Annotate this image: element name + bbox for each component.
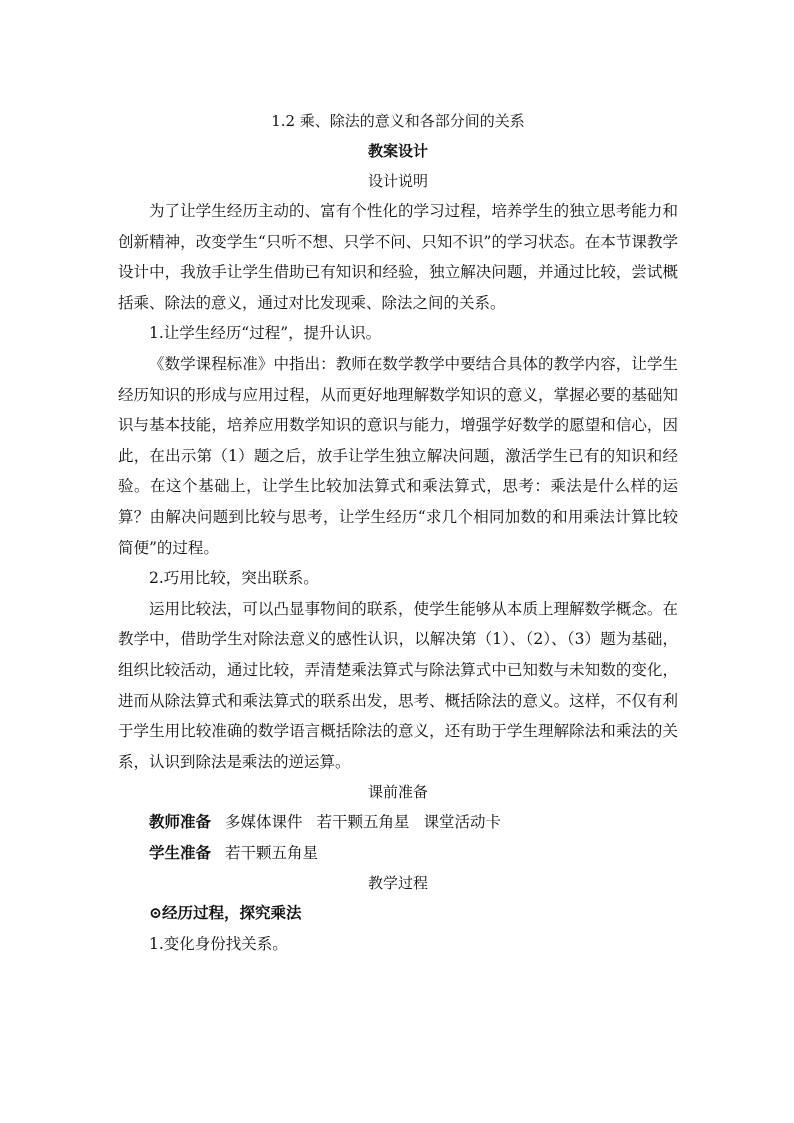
process-heading: 教学过程: [367, 874, 428, 893]
point2-heading: 2.巧用比较，突出联系。: [149, 569, 319, 588]
design-heading: 设计说明: [367, 172, 428, 190]
point1-paragraph: 《数学课程标准》中指出：教师在数学教学中要结合具体的教学内容，让学生经历知识的形成与应用过程，从而更好地理解数学知识的意义，掌握必要的基础知识与基本技能，培养应用数学知识的意识与能力，增强学好数学的愿望和信心，因此，在出示第（1）题之后，放手让学生独立解决问题，激活学生已有的知识和经验。在这个基础上，让学生比较加法算式和乘法算式，思考：乘法是什么样的运算？由解决问题到比较与思考，让学生经历“求几个相同加数的和用乘法计算比较简便”的过程。: [118, 354, 678, 557]
prep-heading: 课前准备: [367, 783, 428, 802]
document-content: [118, 106, 678, 960]
teacher-prep-item: 若干颗五角星: [316, 813, 410, 832]
document-title: 1.2 乘、除法的意义和各部分间的关系: [271, 112, 525, 130]
teacher-prep-line: [118, 807, 678, 838]
teacher-prep-item: 课堂活动卡: [423, 813, 502, 832]
student-prep-label: 学生准备: [149, 842, 212, 862]
point2-paragraph: 运用比较法，可以凸显事物间的联系，使学生能够从本质上理解数学概念。在教学中，借助学生对除法意义的感性认识，以解决第（1）、（2）、（3）题为基础，组织比较活动，通过比较，弄清楚乘法算式与除法算式中已知数与未知数的变化，进而从除法算式和乘法算式的联系出发，思考、概括除法的意义。这样，不仅有利于学生用比较准确的数学语言概括除法的意义，还有助于学生理解除法和乘法的关系，认识到除法是乘法的逆运算。: [118, 599, 678, 771]
point1-heading: 1.让学生经历“过程”，提升认识。: [149, 324, 382, 343]
intro-paragraph: 为了让学生经历主动的、富有个性化的学习过程，培养学生的独立思考能力和创新精神，改变学生“只听不想、只学不问、只知不识”的学习状态。在本节课教学设计中，我放手让学生借助已有知识和经验，独立解决问题，并通过比较，尝试概括乘、除法的意义，通过对比发现乘、除法之间的关系。: [118, 202, 678, 312]
section1-heading: ⊙经历过程，探究乘法: [149, 903, 302, 923]
teacher-prep-label: 教师准备: [149, 812, 212, 832]
step1-text: 1.变化身份找关系。: [149, 935, 288, 954]
student-prep-item: 若干颗五角星: [225, 843, 319, 862]
teacher-prep-item: 多媒体课件: [225, 813, 303, 832]
document-subtitle: 教案设计: [367, 142, 428, 160]
student-prep-line: [118, 838, 678, 869]
